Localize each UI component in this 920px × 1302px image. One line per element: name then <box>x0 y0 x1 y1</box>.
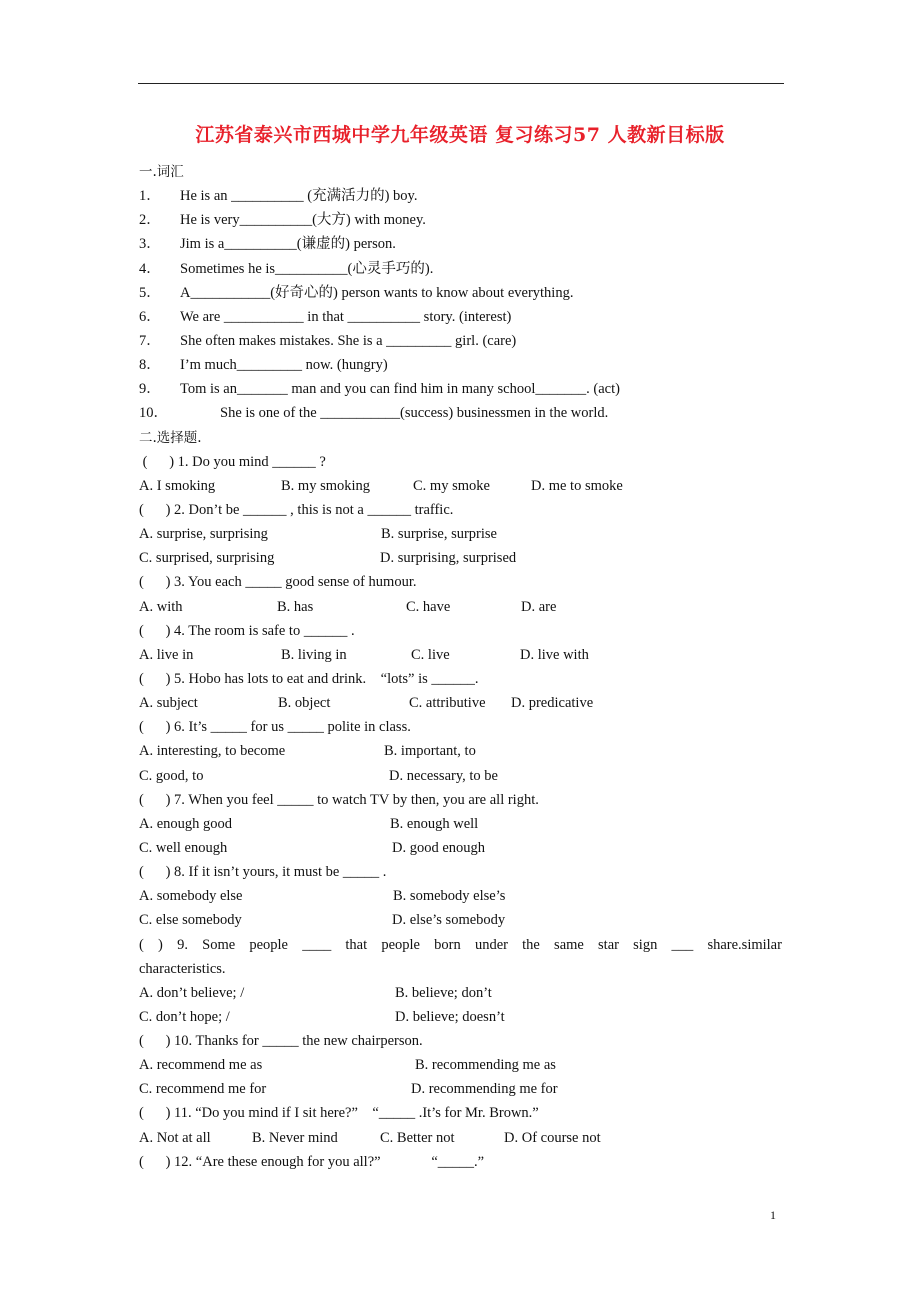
item-text: She often makes mistakes. She is a _________ girl. (care) <box>180 332 517 349</box>
page-number: 1 <box>770 1208 776 1222</box>
question-stem: ( ) 7. When you feel _____ to watch TV by then, you are all right. <box>139 791 539 808</box>
option-b: B. recommending me as <box>415 1057 556 1074</box>
section-heading-vocab: 一.词汇 <box>139 164 184 180</box>
stem-word: ____ <box>302 936 332 953</box>
question-stem: ( ) 1. Do you mind ______ ? <box>139 453 326 470</box>
vocab-item <box>139 281 782 305</box>
item-number: 1． <box>139 188 161 205</box>
option-b: B. object <box>278 695 331 712</box>
option-c: C. recommend me for <box>139 1081 267 1098</box>
option-b: B. important, to <box>384 743 476 760</box>
question-stem: ( ) 12. “Are these enough for you all?” “_____.” <box>139 1153 485 1170</box>
option-a: A. with <box>139 598 183 615</box>
item-number: 4． <box>139 260 161 277</box>
question-stem: ( ) 6. It’s _____ for us _____ polite in class. <box>139 719 411 736</box>
item-number: 9． <box>139 381 161 398</box>
question-stem: ( ) 3. You each _____ good sense of humour. <box>139 574 417 591</box>
item-text: He is very__________(大方) with money. <box>180 212 426 229</box>
options-row <box>139 1126 782 1150</box>
option-a: A. don’t believe; / <box>139 984 245 1001</box>
question-stem: ( ) 5. Hobo has lots to eat and drink. “lots” is ______. <box>139 670 479 687</box>
item-text: Tom is an_______ man and you can find him in many school_______. (act) <box>180 381 620 398</box>
item-text: I’m much_________ now. (hungry) <box>180 357 388 374</box>
question-stem <box>139 933 782 957</box>
option-b: B. enough well <box>390 815 479 832</box>
options-row <box>139 908 782 932</box>
option-d: D. predicative <box>511 695 594 712</box>
option-c: C. well enough <box>139 839 228 856</box>
option-c: C. Better not <box>380 1129 455 1146</box>
question-stem: ( ) 4. The room is safe to ______ . <box>139 622 355 639</box>
option-d: D. surprising, surprised <box>380 550 517 567</box>
vocab-item <box>139 232 782 256</box>
option-a: A. surprise, surprising <box>139 526 268 543</box>
document-body <box>139 160 782 1174</box>
option-b: B. somebody else’s <box>393 888 506 905</box>
question-stem: ( ) 10. Thanks for _____ the new chairperson. <box>139 1033 423 1050</box>
item-text: We are ___________ in that __________ story. (interest) <box>180 308 512 325</box>
option-c: C. good, to <box>139 767 204 784</box>
options-row <box>139 812 782 836</box>
stem-word: Some <box>202 936 236 953</box>
option-a: A. interesting, to become <box>139 743 286 760</box>
vocab-item <box>139 305 782 329</box>
item-number: 6． <box>139 308 161 325</box>
item-text: She is one of the ___________(success) businessmen in the world. <box>220 405 609 422</box>
question-stem: ( ) 2. Don’t be ______ , this is not a ______ traffic. <box>139 501 454 518</box>
option-d: D. necessary, to be <box>389 767 498 784</box>
question-stem: ( ) 11. “Do you mind if I sit here?” “_____ .It’s for Mr. Brown.” <box>139 1105 539 1122</box>
vocab-item <box>139 208 782 232</box>
item-number: 8． <box>139 357 161 374</box>
option-d: D. are <box>521 598 557 615</box>
vocab-item <box>139 377 782 401</box>
item-text: He is an __________ (充满活力的) boy. <box>180 188 418 205</box>
stem-word: 9. <box>177 936 188 953</box>
stem-word: ) <box>158 936 163 953</box>
section-heading-choice: 二.选择题. <box>139 429 202 446</box>
stem-word: ___ <box>671 936 694 953</box>
option-d: D. recommending me for <box>411 1081 558 1098</box>
option-a: A. subject <box>139 695 198 712</box>
item-text: Jim is a__________(谦虚的) person. <box>180 236 396 253</box>
option-b: B. Never mind <box>252 1129 338 1146</box>
options-row <box>139 474 782 498</box>
stem-word: same <box>554 936 584 953</box>
page-title: 江苏省泰兴市西城中学九年级英语 复习练习57 人教新目标版 <box>195 124 725 146</box>
option-c: C. my smoke <box>413 477 490 494</box>
options-row <box>139 1005 782 1029</box>
item-number: 10． <box>139 405 168 422</box>
stem-word: sign <box>633 936 658 953</box>
option-d: D. good enough <box>392 839 486 856</box>
vocab-item <box>139 329 782 353</box>
options-row <box>139 1077 782 1101</box>
stem-word: born <box>434 936 461 953</box>
stem-word: ( <box>139 936 144 953</box>
vocab-item <box>139 353 782 377</box>
question-stem-continuation: characteristics. <box>139 960 226 977</box>
option-b: B. believe; don’t <box>395 984 492 1001</box>
vocab-item <box>139 401 782 425</box>
options-row <box>139 522 782 546</box>
options-row <box>139 884 782 908</box>
option-c: C. don’t hope; / <box>139 1008 230 1025</box>
options-row <box>139 764 782 788</box>
stem-word: people <box>381 936 420 953</box>
options-row <box>139 836 782 860</box>
header-rule <box>138 83 784 84</box>
option-b: B. living in <box>281 646 347 663</box>
vocab-item <box>139 184 782 208</box>
options-row <box>139 691 782 715</box>
stem-word: share.similar <box>707 936 782 953</box>
option-c: C. have <box>406 598 451 615</box>
option-d: D. Of course not <box>504 1129 601 1146</box>
option-d: D. believe; doesn’t <box>395 1008 505 1025</box>
item-number: 7． <box>139 332 161 349</box>
option-a: A. somebody else <box>139 888 243 905</box>
item-number: 3． <box>139 236 161 253</box>
option-c: C. else somebody <box>139 912 242 929</box>
options-row <box>139 739 782 763</box>
item-text: Sometimes he is__________(心灵手巧的). <box>180 260 434 277</box>
item-number: 2． <box>139 212 161 229</box>
option-a: A. recommend me as <box>139 1057 263 1074</box>
options-row <box>139 1053 782 1077</box>
options-row <box>139 981 782 1005</box>
option-c: C. surprised, surprising <box>139 550 275 567</box>
item-number: 5． <box>139 284 161 301</box>
option-a: A. I smoking <box>139 477 216 494</box>
vocab-item <box>139 257 782 281</box>
stem-word: people <box>249 936 288 953</box>
stem-word: that <box>345 936 368 953</box>
option-a: A. Not at all <box>139 1129 211 1146</box>
question-stem: ( ) 8. If it isn’t yours, it must be _____ . <box>139 864 387 881</box>
option-d: D. live with <box>520 646 589 663</box>
options-row <box>139 643 782 667</box>
option-b: B. my smoking <box>281 477 371 494</box>
option-b: B. surprise, surprise <box>381 526 497 543</box>
option-b: B. has <box>277 598 314 615</box>
stem-word: star <box>598 936 619 953</box>
option-c: C. attributive <box>409 695 486 712</box>
option-c: C. live <box>411 646 450 663</box>
stem-word: the <box>522 936 540 953</box>
options-row <box>139 546 782 570</box>
option-d: D. else’s somebody <box>392 912 506 929</box>
item-text: A___________(好奇心的) person wants to know about everything. <box>180 284 574 301</box>
option-d: D. me to smoke <box>531 477 623 494</box>
option-a: A. live in <box>139 646 194 663</box>
stem-word: under <box>474 936 508 953</box>
options-row <box>139 595 782 619</box>
option-a: A. enough good <box>139 815 233 832</box>
